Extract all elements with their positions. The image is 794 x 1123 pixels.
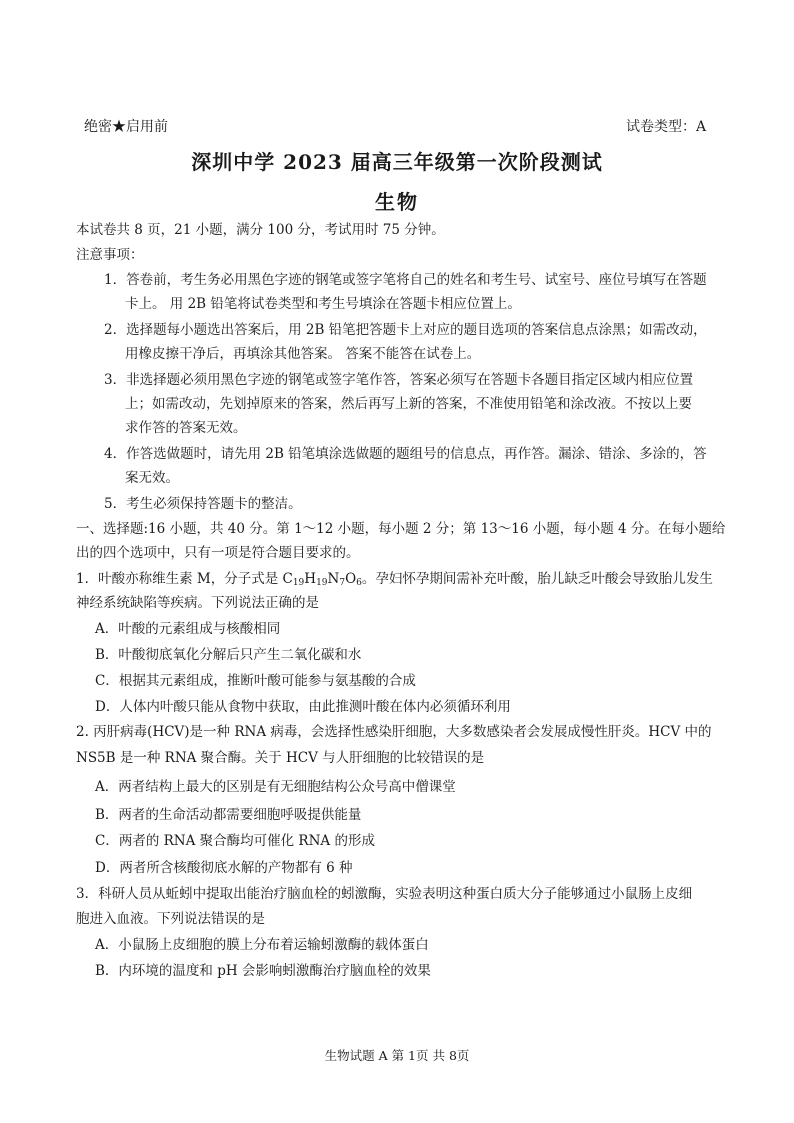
intro-text: 本试卷共 8 页，21 小题，满分 100 分，考试用时 75 分钟。 <box>76 222 445 238</box>
q1-formula-sub: 19 <box>292 578 305 588</box>
q1-formula-sub: 7 <box>339 578 346 588</box>
notice-line: 上；如需改动，先划掉原来的答案，然后再写上新的答案，不准使用铅笔和涂改液。不按以上要 <box>125 396 692 412</box>
q2-option-d: D．两者所含核酸彻底水解的产物都有 6 种 <box>95 860 353 876</box>
question-3-stem: 3．科研人员从蚯蚓中提取出能治疗脑血栓的蚓激酶，实验表明这种蛋白质大分子能够通过小鼠肠上皮细 <box>76 886 693 902</box>
q1-option-b: B．叶酸彻底氧化分解后只产生二氧化碳和水 <box>95 647 362 663</box>
q1-option-a: A．叶酸的元素组成与核酸相同 <box>95 621 281 637</box>
notice-line: 用橡皮擦干净后，再填涂其他答案。 答案不能答在试卷上。 <box>125 346 481 362</box>
page-footer: 生物试题 A 第 1页 共 8页 <box>324 1048 470 1063</box>
q1-option-d: D．人体内叶酸只能从食物中获取，由此推测叶酸在体内必须循环利用 <box>95 699 511 715</box>
question-2-stem-cont: NS5B 是一种 RNA 聚合酶。关于 HCV 与人肝细胞的比较错误的是 <box>76 750 485 766</box>
q2-option-b: B．两者的生命活动都需要细胞呼吸提供能量 <box>95 807 362 823</box>
q1-stem-part: 。孕妇怀孕期间需补充叶酸，胎儿缺乏叶酸会导致胎儿发生 <box>361 571 713 587</box>
q1-stem-part: 1．叶酸亦称维生素 M，分子式是 C <box>76 571 293 587</box>
q3-option-a: A．小鼠肠上皮细胞的膜上分布着运输蚓激酶的载体蛋白 <box>95 937 429 953</box>
q1-formula-part: O <box>345 571 357 587</box>
notice-line: 3．非选择题必须用黑色字迹的钢笔或签字笔作答，答案必须写在答题卡各题目指定区域内相应位置 <box>104 372 694 388</box>
notice-line: 求作答的答案无效。 <box>125 420 247 436</box>
q3-option-b: B．内环境的温度和 pH 会影响蚓激酶治疗脑血栓的效果 <box>95 963 431 979</box>
notice-line: 4．作答选做题时，请先用 2B 铅笔填涂选做题的题组号的信息点，再作答。漏涂、错涂、多涂的，答 <box>104 446 707 462</box>
section-heading-cont: 出的四个选项中，只有一项是符合题目要求的。 <box>76 545 360 561</box>
q1-formula-part: H <box>304 571 317 587</box>
exam-title: 深圳中学 2023 届高三年级第一次阶段测试 <box>191 150 603 174</box>
q2-option-a: A．两者结构上最大的区别是有无细胞结构公众号高中僧课堂 <box>95 779 456 795</box>
q2-option-c: C．两者的 RNA 聚合酶均可催化 RNA 的形成 <box>95 833 375 849</box>
confidential-label: 绝密★启用前 <box>84 119 168 135</box>
notice-line: 卡上。 用 2B 铅笔将试卷类型和考生号填涂在答题卡相应位置上。 <box>125 296 521 312</box>
notice-line: 5．考生必须保持答题卡的整洁。 <box>104 496 302 512</box>
notice-line: 案无效。 <box>125 470 179 486</box>
section-heading: 一、选择题:16 小题，共 40 分。第 1～12 小题，每小题 2 分；第 13～16 小题，每小题 4 分。在每小题给 <box>76 521 726 537</box>
q1-formula-sub: 6 <box>356 578 362 588</box>
question-1-stem <box>76 569 713 593</box>
q1-formula-part: N <box>327 571 340 587</box>
notice-line: 2．选择题每小题选出答案后，用 2B 铅笔把答题卡上对应的题目选项的答案信息点涂黑；如需改动， <box>104 322 707 338</box>
question-3-stem-cont: 胞进入血液。下列说法错误的是 <box>76 911 265 927</box>
notice-line: 1．答卷前，考生务必用黑色字迹的钢笔或签字笔将自己的姓名和考生号、试室号、座位号填写在答题 <box>104 272 707 288</box>
q1-option-c: C．根据其元素组成，推断叶酸可能参与氨基酸的合成 <box>95 673 416 689</box>
question-2-stem: 2. 丙肝病毒(HCV)是一种 RNA 病毒，会选择性感染肝细胞，大多数感染者会发展成慢性肝炎。HCV 中的 <box>76 724 712 740</box>
paper-type-label: 试卷类型：A <box>626 119 707 135</box>
subject-title: 生物 <box>375 190 419 214</box>
q1-formula-sub: 19 <box>316 578 328 588</box>
question-1-stem-cont: 神经系统缺陷等疾病。下列说法正确的是 <box>76 595 319 611</box>
notice-heading: 注意事项： <box>76 247 144 263</box>
